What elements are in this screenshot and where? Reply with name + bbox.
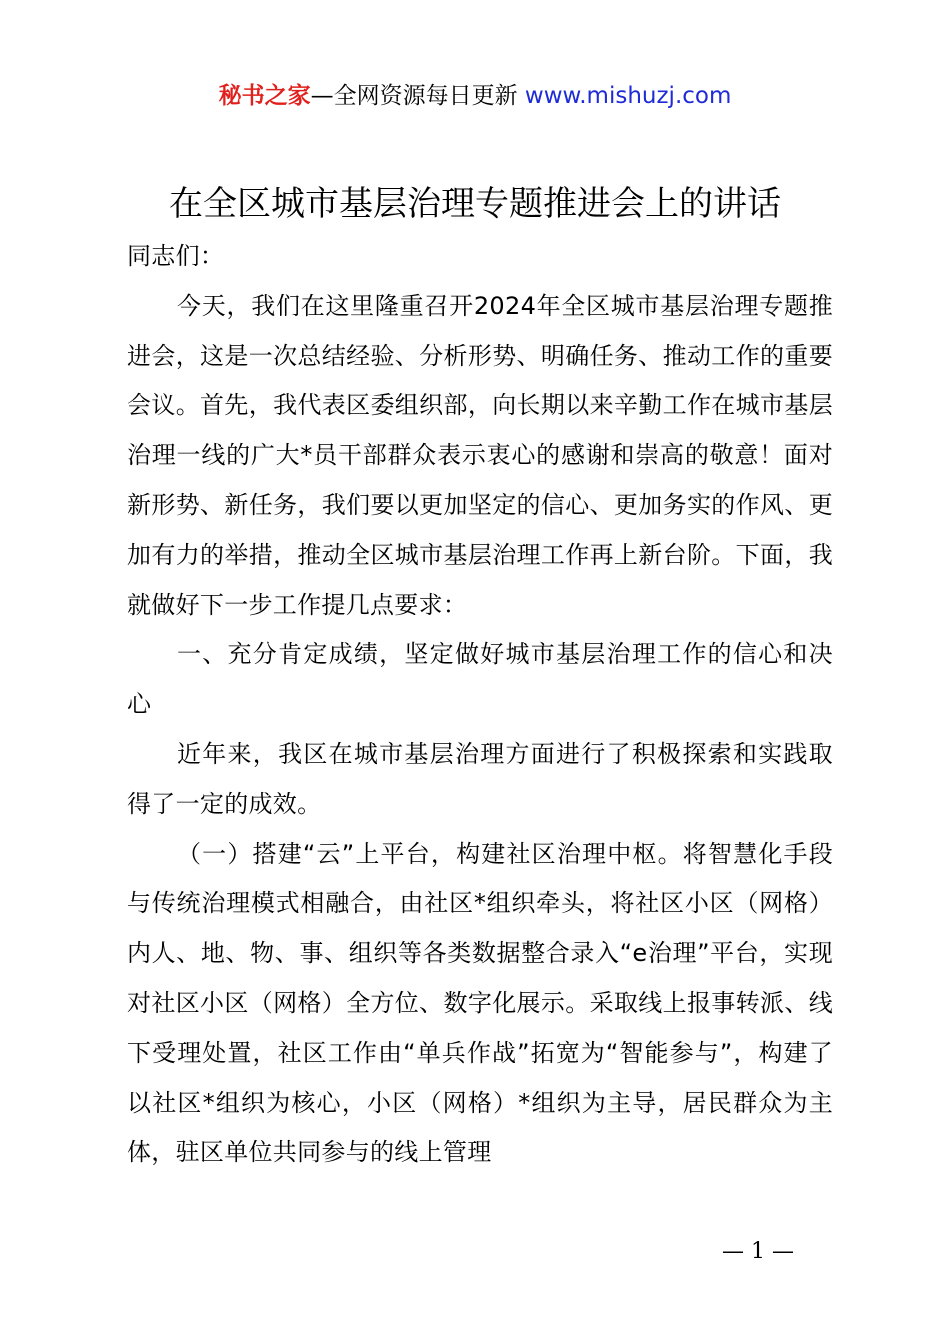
page-number: — 1 — <box>722 1239 794 1264</box>
section-heading: 一、充分肯定成绩，坚定做好城市基层治理工作的信心和决心 <box>127 640 833 719</box>
document-body <box>127 232 833 1178</box>
paragraph: 近年来，我区在城市基层治理方面进行了积极探索和实践取得了一定的成效。 <box>127 739 833 818</box>
document-title: 在全区城市基层治理专题推进会上的讲话 <box>169 184 781 224</box>
site-brand: 秘书之家 <box>218 83 311 109</box>
paragraph: 今天，我们在这里隆重召开2024年全区城市基层治理专题推进会，这是一次总结经验、分析形势、明确任务、推动工作的重要会议。首先，我代表区委组织部，向长期以来辛勤工作在城市基层治理一线的广大*员干部群众表示衷心的感谢和崇高的敬意！面对新形势、新任务，我们要以更加坚定的信心、更加务实的作风、更加有力的举措，推动全区城市基层治理工作再上新台阶。下面，我就做好下一步工作提几点要求： <box>127 291 833 619</box>
site-header <box>0 80 950 112</box>
site-tagline: —全网资源每日更新 <box>310 83 518 109</box>
site-url: www.mishuzj.com <box>524 83 732 109</box>
salutation: 同志们： <box>127 242 225 270</box>
paragraph: （一）搭建“云”上平台，构建社区治理中枢。将智慧化手段与传统治理模式相融合，由社区*组织牵头，将社区小区（网格）内人、地、物、事、组织等各类数据整合录入“e治理”平台，实现对社区小区（网格）全方位、数字化展示。采取线上报事转派、线下受理处置，社区工作由“单兵作战”拓宽为“智能参与”，构建了以社区*组织为核心，小区（网格）*组织为主导，居民群众为主体，驻区单位共同参与的线上管理 <box>127 839 833 1167</box>
